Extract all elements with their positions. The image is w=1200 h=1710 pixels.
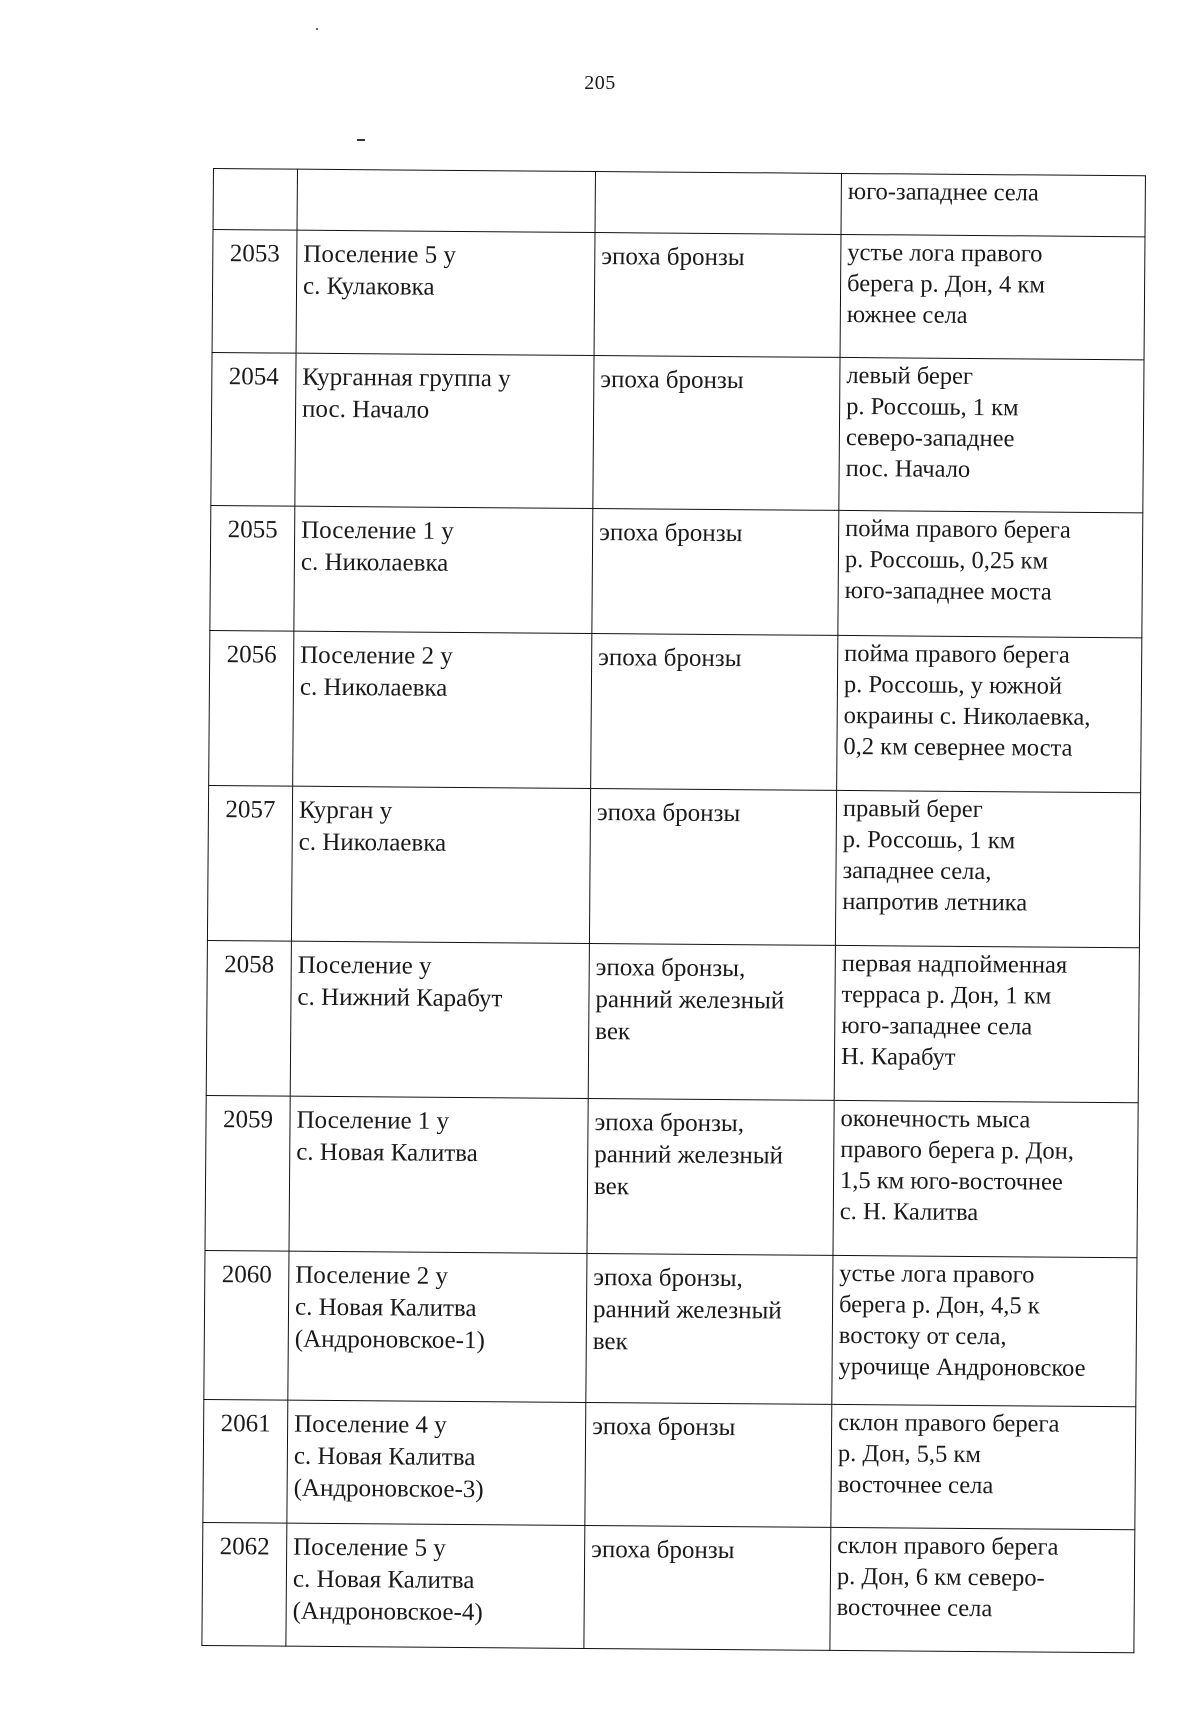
cell-name xyxy=(290,941,589,1098)
scan-speck xyxy=(357,139,365,141)
cell-number: 2053 xyxy=(212,230,297,354)
continuation-row xyxy=(213,169,1145,237)
cell-number: 2059 xyxy=(205,1095,290,1251)
cell-location xyxy=(835,790,1140,947)
name-line: Поселение у xyxy=(297,951,432,980)
table-row xyxy=(209,630,1142,792)
cell-number: 2058 xyxy=(206,940,291,1096)
cell-number: 2057 xyxy=(207,785,292,941)
location-line: р. Дон, 6 км северо- xyxy=(836,1562,1045,1592)
period-line: эпоха бронзы xyxy=(598,644,742,673)
location-line: юго-западнее села xyxy=(841,1011,1033,1041)
table-row xyxy=(202,1522,1135,1652)
scan-speck xyxy=(316,28,318,30)
name-line: (Андроновское-1) xyxy=(294,1325,485,1355)
period-line: эпоха бронзы, xyxy=(593,1264,743,1293)
name-line: Поселение 5 у xyxy=(293,1533,446,1562)
cell-location xyxy=(832,1255,1137,1406)
name-line: Поселение 2 у xyxy=(300,641,453,670)
location-line: склон правого берега xyxy=(837,1531,1059,1561)
period-line: эпоха бронзы, xyxy=(594,1109,745,1138)
name-line: с. Николаевка xyxy=(299,673,448,702)
cell-location xyxy=(837,635,1142,792)
period-line: век xyxy=(595,1018,631,1046)
cell-period xyxy=(584,1525,831,1650)
table-row xyxy=(206,940,1139,1102)
location-line: р. Россошь, у южной xyxy=(843,670,1063,700)
location-line: юго-западнее моста xyxy=(844,576,1052,606)
cell-name xyxy=(293,631,592,788)
name-line: с. Новая Калитва xyxy=(293,1442,476,1472)
location-line: напротив летника xyxy=(842,887,1028,917)
location-line: р. Россошь, 1 км xyxy=(846,392,1019,422)
location-line: устье лога правого xyxy=(847,238,1043,268)
cell-number: 2054 xyxy=(211,352,296,506)
table-row xyxy=(204,1250,1137,1406)
name-line: Курган у xyxy=(298,796,393,825)
location-line: берега р. Дон, 4,5 к xyxy=(838,1290,1040,1320)
cell-name xyxy=(286,1523,585,1648)
name-line: с. Новая Калитва xyxy=(296,1138,478,1168)
period-line: ранний железный xyxy=(594,1141,784,1170)
cell-name xyxy=(289,1096,588,1253)
location-line: восточнее села xyxy=(837,1470,994,1500)
location-line: 0,2 км севернее моста xyxy=(843,732,1073,762)
location-line: юго-западнее села xyxy=(847,177,1039,207)
cell-location xyxy=(834,945,1139,1102)
name-line: Поселение 2 у xyxy=(295,1261,449,1290)
period-line: ранний железный xyxy=(595,986,785,1015)
location-line: северо-западнее xyxy=(845,423,1015,453)
location-line: южнее села xyxy=(846,300,968,329)
name-line: (Андроновское-3) xyxy=(293,1474,484,1504)
period-line: эпоха бронзы xyxy=(601,243,745,272)
cell-number: 2061 xyxy=(203,1399,288,1523)
period-line: век xyxy=(592,1328,628,1356)
name-line: (Андроновское-4) xyxy=(292,1597,483,1627)
name-line: Поселение 1 у xyxy=(296,1106,450,1135)
location-line: терраса р. Дон, 1 км xyxy=(841,980,1052,1010)
cell-period xyxy=(593,355,840,510)
period-line: ранний железный xyxy=(592,1296,782,1325)
location-line: урочище Андроновское xyxy=(838,1352,1086,1382)
name-line: с. Кулаковка xyxy=(302,272,435,301)
name-line: с. Новая Калитва xyxy=(292,1565,475,1595)
period-line: век xyxy=(593,1173,630,1201)
location-line: правого берега р. Дон, xyxy=(840,1135,1075,1165)
cell-location xyxy=(833,1100,1138,1257)
cell-name xyxy=(291,786,590,943)
cell-location xyxy=(839,357,1144,512)
period-line: эпоха бронзы xyxy=(599,519,743,548)
location-line: правый берег xyxy=(842,794,983,824)
cell-location xyxy=(841,173,1145,236)
location-line: левый берег xyxy=(846,361,974,390)
cell-name xyxy=(297,169,595,232)
location-line: западнее села, xyxy=(842,856,992,886)
cell-number xyxy=(213,169,297,231)
name-line: Поселение 4 у xyxy=(294,1410,447,1439)
location-line: первая надпойменная xyxy=(841,949,1068,979)
cell-period xyxy=(589,788,836,945)
location-line: устье лога правого xyxy=(839,1259,1035,1289)
cell-location xyxy=(830,1527,1135,1652)
cell-number: 2056 xyxy=(209,630,294,786)
cell-period xyxy=(594,233,841,358)
location-line: пойма правого берега xyxy=(845,514,1071,544)
cell-location xyxy=(838,510,1143,637)
table-row xyxy=(212,230,1145,360)
name-line: с. Николаевка xyxy=(298,828,447,857)
period-line: эпоха бронзы xyxy=(596,799,741,828)
cell-number: 2055 xyxy=(210,505,295,631)
location-line: оконечность мыса xyxy=(840,1104,1031,1134)
period-line: эпоха бронзы xyxy=(592,1413,736,1442)
name-line: Поселение 5 у xyxy=(303,240,457,269)
period-line: эпоха бронзы xyxy=(600,366,744,395)
table-row xyxy=(211,352,1144,512)
location-line: восточнее села xyxy=(836,1593,993,1623)
table-row xyxy=(205,1095,1138,1257)
period-line: эпоха бронзы, xyxy=(595,954,746,983)
cell-number: 2060 xyxy=(204,1250,289,1400)
cell-period xyxy=(585,1402,832,1527)
cell-name xyxy=(294,506,593,633)
location-line: с. Н. Калитва xyxy=(839,1197,979,1227)
period-line: эпоха бронзы xyxy=(591,1536,735,1565)
name-line: с. Николаевка xyxy=(300,548,449,577)
location-line: берега р. Дон, 4 км xyxy=(847,269,1046,299)
name-line: Поселение 1 у xyxy=(301,516,454,545)
table-row xyxy=(207,785,1140,947)
cell-location xyxy=(831,1404,1136,1529)
table-row xyxy=(203,1399,1136,1529)
cell-name xyxy=(287,1400,586,1525)
cell-period xyxy=(591,633,838,790)
location-line: 1,5 км юго-восточнее xyxy=(839,1166,1063,1196)
table-row xyxy=(210,505,1143,637)
location-line: р. Дон, 5,5 км xyxy=(837,1439,982,1469)
cell-period xyxy=(587,1098,834,1255)
location-line: востоку от села, xyxy=(838,1321,1007,1351)
cell-name xyxy=(296,230,595,355)
location-line: пойма правого берега xyxy=(844,639,1070,669)
name-line: с. Нижний Карабут xyxy=(297,983,503,1013)
cell-period xyxy=(592,508,839,635)
cell-period xyxy=(595,172,841,235)
location-line: р. Россошь, 0,25 км xyxy=(844,545,1049,575)
table-body xyxy=(202,169,1146,1653)
location-line: Н. Карабут xyxy=(840,1042,956,1071)
page-number: 205 xyxy=(584,72,616,94)
cell-number: 2062 xyxy=(202,1522,287,1646)
name-line: с. Новая Калитва xyxy=(294,1293,477,1323)
cell-period xyxy=(588,943,835,1100)
cell-name xyxy=(288,1251,587,1402)
cell-period xyxy=(586,1253,833,1404)
cell-location xyxy=(840,234,1145,359)
monuments-registry-table xyxy=(201,168,1146,1653)
cell-name xyxy=(295,353,594,508)
name-line: Курганная группа у xyxy=(302,363,511,393)
location-line: пос. Начало xyxy=(845,454,971,483)
location-line: склон правого берега xyxy=(838,1408,1060,1438)
name-line: пос. Начало xyxy=(302,395,430,424)
location-line: р. Россошь, 1 км xyxy=(842,825,1016,855)
location-line: окраины с. Николаевка, xyxy=(843,701,1091,731)
